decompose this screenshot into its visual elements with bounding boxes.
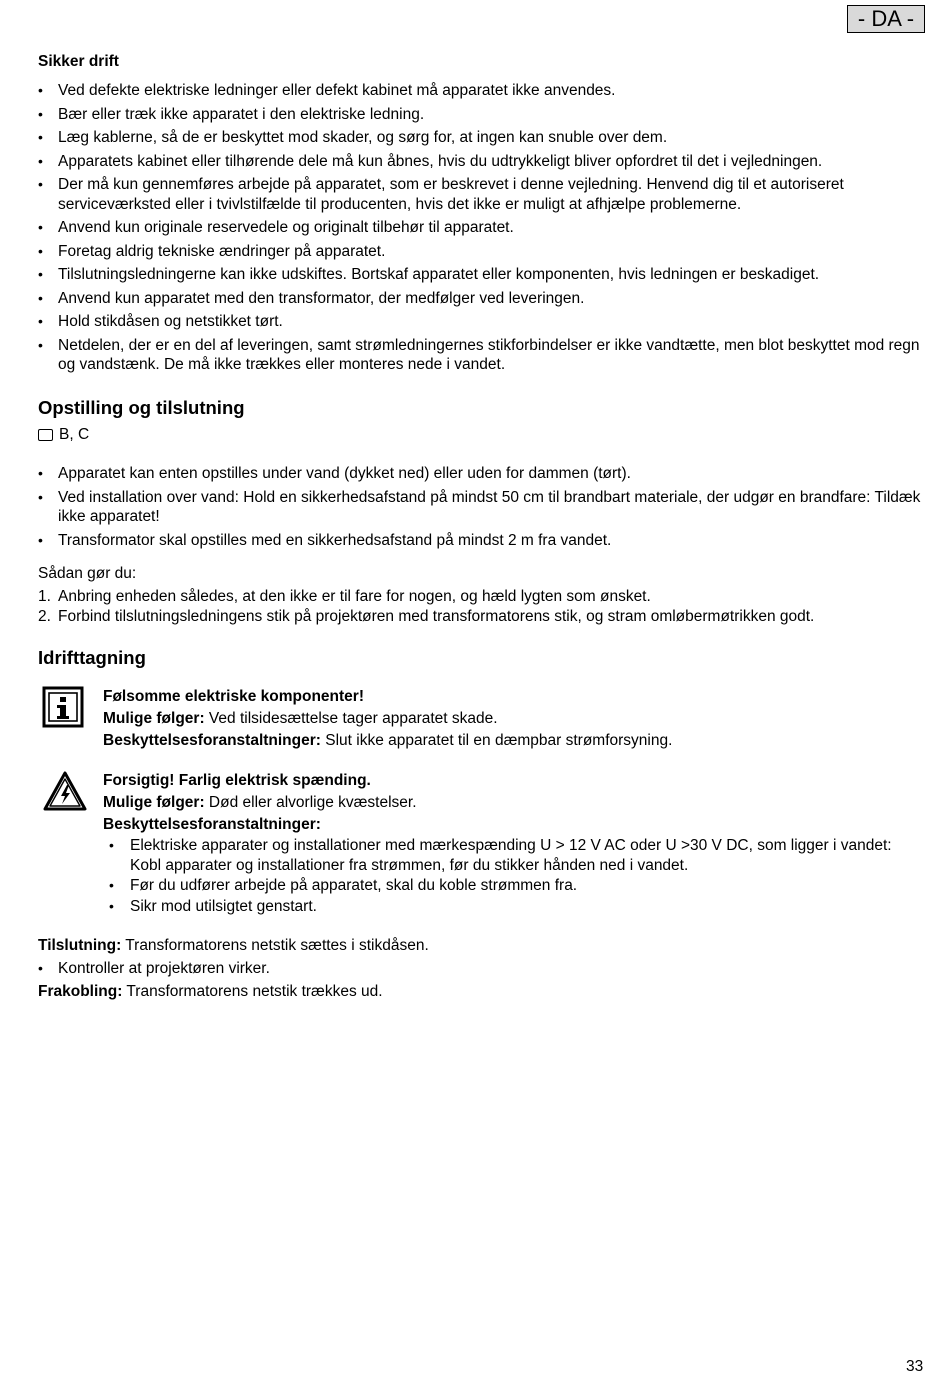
disconnect-text: Transformatorens netstik trækkes ud. xyxy=(122,983,383,1000)
howto-label: Sådan gør du: xyxy=(38,565,137,582)
list-item: • Kontroller at projektøren virker. xyxy=(38,959,928,979)
list-item: • Ved installation over vand: Hold en sikkerhedsafstand på mindst 50 cm til brandbart materiale, der udgør en brandfare: Tildæk ikke apparatet! xyxy=(38,488,928,527)
step-item xyxy=(38,607,928,627)
consequence-label: Mulige følger: xyxy=(103,710,205,727)
list-item: • Elektriske apparater og installationer med mærkespænding U > 12 V AC oder U >30 V DC, som ligger i vandet: Kobl apparater og installationer fra strømmen, før du stikker hånden ned i vandet. xyxy=(103,836,923,875)
notice-title: Følsomme elektriske komponenter! xyxy=(103,688,364,705)
figure-reference-text: B, C xyxy=(59,426,90,443)
list-item: • Der må kun gennemføres arbejde på apparatet, som er beskrevet i denne vejledning. Henvend dig til et autoriseret serviceværksted eller i tvivlstilfælde til producenten, hvis det ikke er muligt at afhjælpe problemerne. xyxy=(38,175,928,214)
safety-list xyxy=(38,81,928,379)
section-heading-safety: Sikker drift xyxy=(38,53,119,70)
setup-steps xyxy=(38,587,928,626)
step-text: Forbind tilslutningsledningens stik på projektøren med transformatorens stik, og stram omløbermøtrikken godt. xyxy=(58,607,815,625)
list-item: • Anvend kun apparatet med den transformator, der medfølger ved leveringen. xyxy=(38,289,928,309)
check-list xyxy=(38,959,928,983)
list-item: • Foretag aldrig tekniske ændringer på apparatet. xyxy=(38,242,928,262)
list-item: • Apparatet kan enten opstilles under vand (dykket ned) eller uden for dammen (tørt). xyxy=(38,464,928,484)
consequence-label: Mulige følger: xyxy=(103,794,205,811)
section-heading-operation: Idrifttagning xyxy=(38,647,146,668)
connect-text: Transformatorens netstik sættes i stikdåsen. xyxy=(121,937,429,954)
list-item: • Ved defekte elektriske ledninger eller defekt kabinet må apparatet ikke anvendes. xyxy=(38,81,928,101)
list-item: • Bær eller træk ikke apparatet i den elektriske ledning. xyxy=(38,105,928,125)
list-item: • Før du udfører arbejde på apparatet, skal du koble strømmen fra. xyxy=(103,876,923,896)
high-voltage-warning-icon xyxy=(42,770,88,817)
list-item: • Anvend kun originale reservedele og originalt tilbehør til apparatet. xyxy=(38,218,928,238)
step-number: 1. xyxy=(38,588,51,605)
language-tag: - DA - xyxy=(847,5,925,33)
notice-title: Forsigtig! Farlig elektrisk spænding. xyxy=(103,772,371,789)
figure-icon xyxy=(38,429,53,441)
list-item: • Læg kablerne, så de er beskyttet mod skader, og sørg for, at ingen kan snuble over dem. xyxy=(38,128,928,148)
measures-label: Beskyttelsesforanstaltninger: xyxy=(103,732,321,749)
step-number: 2. xyxy=(38,607,51,625)
consequence-text: Død eller alvorlige kvæstelser. xyxy=(204,794,417,811)
info-icon xyxy=(42,686,84,733)
step-text: Anbring enheden således, at den ikke er til fare for nogen, og hæld lygten som ønsket. xyxy=(58,588,651,605)
measures-label: Beskyttelsesforanstaltninger: xyxy=(103,816,321,833)
figure-reference xyxy=(38,426,89,444)
measures-list xyxy=(103,836,923,916)
connect-label: Tilslutning: xyxy=(38,937,122,954)
list-item: • Sikr mod utilsigtet genstart. xyxy=(103,897,923,917)
notice-body xyxy=(103,686,923,752)
measures-text: Slut ikke apparatet til en dæmpbar strømforsyning. xyxy=(320,732,673,749)
section-heading-setup: Opstilling og tilslutning xyxy=(38,397,245,418)
list-item: • Apparatets kabinet eller tilhørende dele må kun åbnes, hvis du udtrykkeligt bliver opfordret til det i vejledningen. xyxy=(38,152,928,172)
setup-list xyxy=(38,464,928,554)
list-item: • Transformator skal opstilles med en sikkerhedsafstand på mindst 2 m fra vandet. xyxy=(38,531,928,551)
page-number: 33 xyxy=(906,1358,924,1375)
consequence-text: Ved tilsidesættelse tager apparatet skade. xyxy=(204,710,498,727)
list-item: • Hold stikdåsen og netstikket tørt. xyxy=(38,312,928,332)
disconnect-label: Frakobling: xyxy=(38,983,123,1000)
list-item: • Netdelen, der er en del af leveringen, samt strømledningernes stikforbindelser er ikke vandtætte, men blot beskyttet mod regn og vandstænk. De må ikke trækkes eller monteres nede i vandet. xyxy=(38,336,928,375)
step-item xyxy=(38,587,928,607)
connect-line xyxy=(38,936,429,956)
disconnect-line xyxy=(38,982,383,1002)
notice-body xyxy=(103,770,923,917)
list-item: • Tilslutningsledningerne kan ikke udskiftes. Bortskaf apparatet eller komponenten, hvis ledningen er beskadiget. xyxy=(38,265,928,285)
